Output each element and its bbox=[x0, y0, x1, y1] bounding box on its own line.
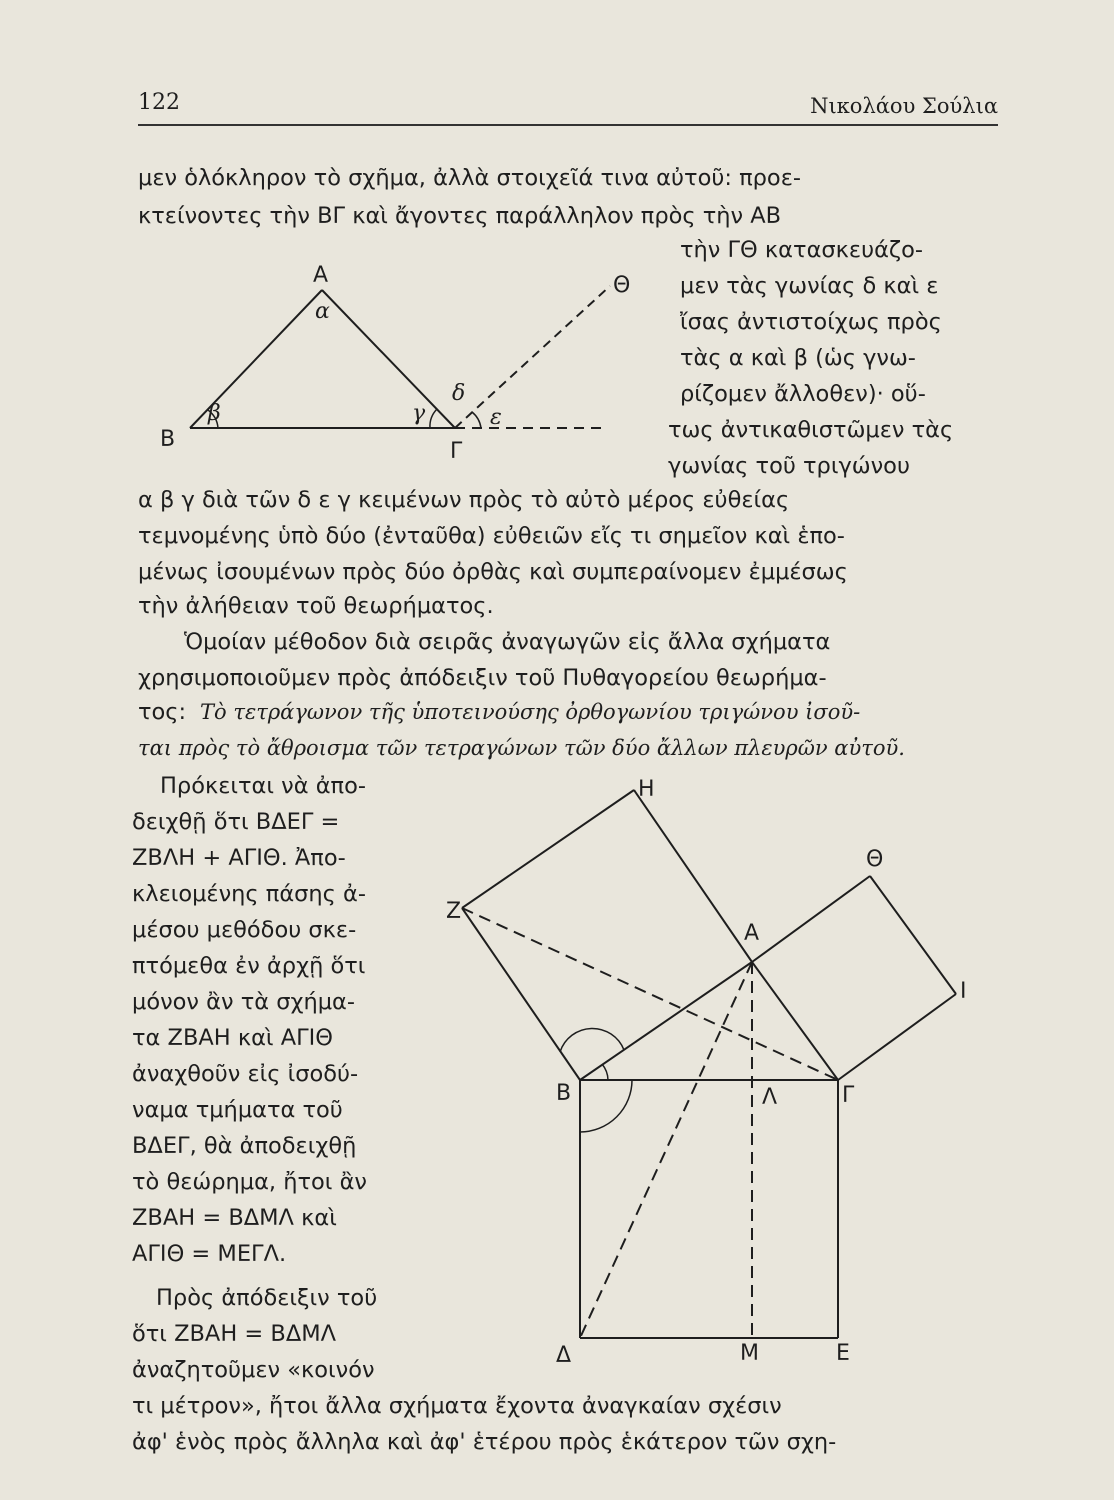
text-line: ἀναζητοῦμεν «κοινόν bbox=[132, 1357, 375, 1383]
text-line: τὰς α καὶ β (ὡς γνω- bbox=[680, 345, 916, 371]
text-line: τὸ θεώρημα, ἤτοι ἂν bbox=[132, 1169, 367, 1195]
angle-label: α bbox=[315, 299, 330, 324]
text-line: τος: bbox=[138, 699, 187, 725]
figure-triangle-labels bbox=[160, 263, 630, 464]
text-line: τι μέτρον», ἤτοι ἄλλα σχήματα ἔχοντα ἀναγκαίαν σχέσιν bbox=[132, 1393, 782, 1419]
vertex-label: Β bbox=[556, 1081, 572, 1106]
running-title: Νικολάου Σούλια bbox=[810, 94, 998, 118]
text-line: ἀφ' ἑνὸς πρὸς ἄλληλα καὶ ἀφ' ἑτέρου πρὸς ἑκάτερον τῶν σχη- bbox=[132, 1429, 837, 1455]
vertex-label: Γ bbox=[842, 1083, 855, 1108]
vertex-label: Θ bbox=[613, 273, 631, 298]
vertex-label: Α bbox=[744, 921, 760, 946]
text-line: Πρόκειται νὰ ἀπο- bbox=[160, 773, 366, 799]
text-line: ΑΓΙΘ = ΜΕΓΛ. bbox=[132, 1241, 287, 1267]
parallel-gth bbox=[455, 286, 610, 428]
angle-label: γ bbox=[412, 401, 426, 426]
theorem-line: ται πρὸς τὸ ἄθροισμα τῶν τετραγώνων τῶν δύο ἄλλων πλευρῶν αὐτοῦ. bbox=[138, 736, 905, 760]
page-number: 122 bbox=[138, 90, 180, 115]
text-line: κτείνοντες τὴν ΒΓ καὶ ἄγοντες παράλληλον πρὸς τὴν ΑΒ bbox=[138, 203, 782, 229]
square-side-ha bbox=[634, 790, 752, 962]
text-line: ἴσας ἀντιστοίχως πρὸς bbox=[680, 309, 942, 335]
text-line: πτόμεθα ἐν ἀρχῇ ὅτι bbox=[132, 953, 366, 979]
text-line: Ὁμοίαν μέθοδον διὰ σειρᾶς ἀναγωγῶν εἰς ἄλλα σχήματα bbox=[184, 629, 831, 655]
text-line: τα ΖΒΑΗ καὶ ΑΓΙΘ bbox=[132, 1025, 333, 1051]
text-line: ΖΒΛΗ + ΑΓΙΘ. Ἀπο- bbox=[132, 845, 346, 871]
dashed-zg bbox=[462, 908, 838, 1080]
text-line: α β γ διὰ τῶν δ ε γ κειμένων πρὸς τὸ αὐτὸ μέρος εὐθείας bbox=[138, 487, 790, 513]
vertex-label: Β bbox=[160, 427, 176, 452]
square-side-ig bbox=[838, 994, 956, 1080]
text-line: τως ἀντικαθιστῶμεν τὰς bbox=[668, 417, 954, 443]
angle-arc-e bbox=[472, 412, 481, 428]
text-line: ΒΔΕΓ, θὰ ἀποδειχθῇ bbox=[132, 1133, 357, 1159]
angle-arc-inner bbox=[602, 1064, 608, 1080]
figure-pythagoras bbox=[462, 790, 956, 1338]
text-line: ἀναχθοῦν εἰς ἰσοδύ- bbox=[132, 1061, 359, 1087]
text-line: μεν ὁλόκληρον τὸ σχῆμα, ἀλλὰ στοιχεῖά τινα αὐτοῦ: προε- bbox=[138, 165, 801, 191]
angle-label: β bbox=[208, 401, 221, 426]
square-side-thi bbox=[870, 876, 956, 994]
vertex-label: Μ bbox=[740, 1341, 759, 1366]
text-line: κλειομένης πάσης ἀ- bbox=[132, 881, 366, 907]
text-line: Πρὸς ἀπόδειξιν τοῦ bbox=[156, 1285, 378, 1311]
figure-triangle bbox=[190, 286, 610, 428]
text-line: τεμνομένης ὑπὸ δύο (ἐνταῦθα) εὐθειῶν εἴς τι σημεῖον καὶ ἑπο- bbox=[138, 523, 845, 549]
square-side-ath bbox=[752, 876, 870, 962]
theorem-line: Τὸ τετράγωνον τῆς ὑποτεινούσης ὀρθογωνίου τριγώνου ἰσοῦ- bbox=[200, 700, 861, 724]
text-line: μένως ἰσουμένων πρὸς δύο ὀρθὰς καὶ συμπεραίνομεν ἐμμέσως bbox=[138, 559, 848, 585]
side-ba bbox=[580, 962, 752, 1080]
text-line: ναμα τμήματα τοῦ bbox=[132, 1097, 343, 1123]
text-line: γωνίας τοῦ τριγώνου bbox=[668, 453, 910, 479]
vertex-label: Ι bbox=[960, 979, 967, 1004]
text-line: ρίζομεν ἄλλοθεν)· οὕ- bbox=[680, 381, 926, 407]
text-line: τὴν ΓΘ κατασκευάζο- bbox=[680, 237, 924, 263]
text-line: μέσου μεθόδου σκε- bbox=[132, 917, 357, 943]
text-line: μεν τὰς γωνίας δ καὶ ε bbox=[680, 273, 939, 299]
text-line: τὴν ἀλήθειαν τοῦ θεωρήματος. bbox=[138, 593, 494, 619]
text-line: ὅτι ΖΒΑΗ = ΒΔΜΛ bbox=[132, 1321, 337, 1347]
side-ag bbox=[752, 962, 838, 1080]
square-side-zh bbox=[462, 790, 634, 908]
angle-label: δ bbox=[452, 381, 466, 406]
vertex-label: Ε bbox=[836, 1341, 850, 1366]
vertex-label: Α bbox=[313, 263, 329, 288]
vertex-label: Ζ bbox=[446, 899, 462, 924]
dashed-ad bbox=[580, 962, 752, 1338]
text-line: ΖΒΑΗ = ΒΔΜΛ καὶ bbox=[132, 1205, 337, 1231]
angle-label: ε bbox=[490, 405, 502, 430]
text-line: δειχθῇ ὅτι ΒΔΕΓ = bbox=[132, 809, 340, 835]
vertex-label: Γ bbox=[450, 439, 463, 464]
vertex-label: Δ bbox=[556, 1343, 572, 1368]
vertex-label: Λ bbox=[762, 1085, 778, 1110]
angle-arc-lower bbox=[580, 1080, 632, 1132]
angle-arc-outer bbox=[560, 1028, 624, 1052]
vertex-label: Η bbox=[638, 777, 655, 802]
text-line: μόνον ἂν τὰ σχήμα- bbox=[132, 989, 356, 1015]
text-line: χρησιμοποιοῦμεν πρὸς ἀπόδειξιν τοῦ Πυθαγορείου θεωρήμα- bbox=[138, 665, 827, 691]
vertex-label: Θ bbox=[866, 847, 884, 872]
angle-arc-g bbox=[430, 409, 437, 428]
square-side-bz bbox=[462, 908, 580, 1080]
side-ag bbox=[322, 290, 455, 428]
